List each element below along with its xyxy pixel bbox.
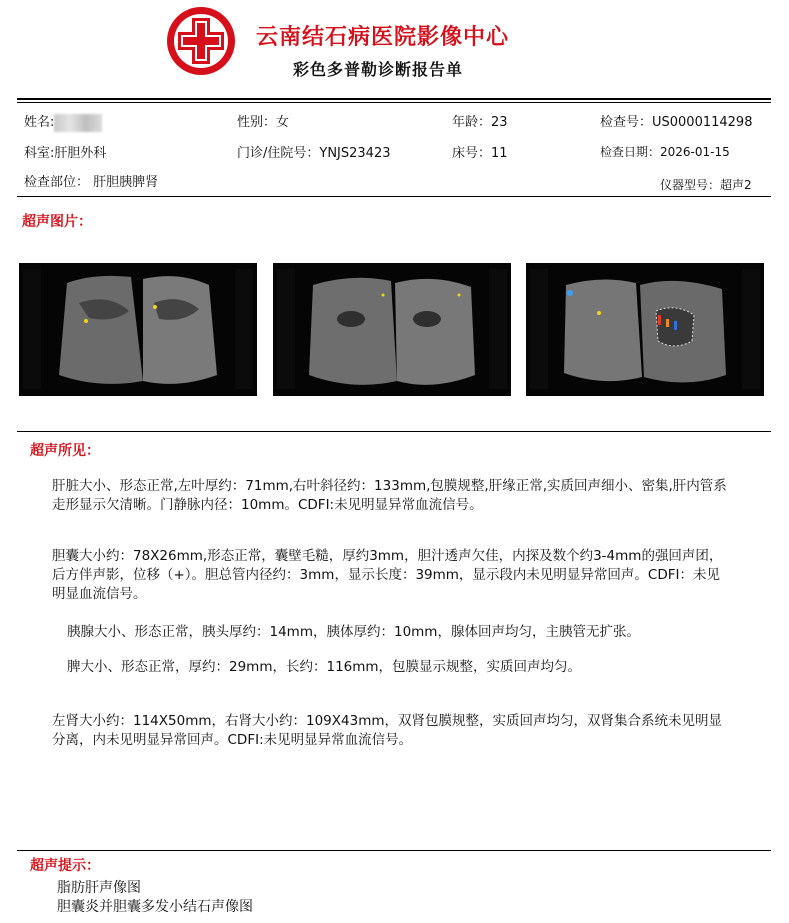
finding-liver: 肝脏大小、形态正常,左叶厚约：71mm,右叶斜径约：133mm,包膜规整,肝缘正常,实质回声细小、密集,肝内管系走形显示欠清晰。门静脉内径：10mm。CDFI:未见明显异常血流信号。 [52,478,727,513]
findings-section-title: 超声所见： [30,443,100,459]
ultrasound-image-2 [273,263,511,396]
report-title: 彩色多普勒诊断报告单 [293,60,464,79]
exam-date: 检查日期：2026-01-15 [600,145,730,159]
header-rule-top [17,98,771,100]
patient-age: 年龄：23 [452,115,508,130]
exam-number: 检查号：US0000114298 [600,115,753,130]
finding-spleen: 脾大小、形态正常，厚约：29mm，长约：116mm，包膜显示规整，实质回声均匀。 [67,659,582,675]
ultrasound-image-1 [19,263,257,396]
finding-gallbladder: 胆囊大小约：78X26mm,形态正常，囊壁毛糙，厚约3mm，胆汁透声欠佳，内探及数个约3-4mm的强回声团，后方伴声影，位移（+）。胆总管内径约：3mm，显示长度：39mm，显示段内未见明显异常回声。CDFI：未见明显血流信号。 [52,548,723,602]
hospital-name: 云南结石病医院影像中心 [256,24,510,50]
device-model: 仪器型号：超声2 [660,178,752,192]
header-rule-top-thin [17,102,771,103]
finding-pancreas: 胰腺大小、形态正常，胰头厚约：14mm，胰体厚约：10mm，腺体回声均匀，主胰管无扩张。 [67,624,640,640]
clinic-number: 门诊/住院号：YNJS23423 [237,146,391,161]
info-rule [17,196,771,197]
images-section-title: 超声图片： [22,214,92,230]
findings-rule [17,850,771,851]
images-rule [17,431,771,432]
conclusion-section-title: 超声提示： [30,858,100,874]
bed-number: 床号：11 [452,146,508,161]
department: 科室:肝胆外科 [24,146,107,161]
conclusion-line-2: 胆囊炎并胆囊多发小结石声像图 [57,899,253,915]
patient-name-masked [54,114,102,132]
conclusion-line-1: 脂肪肝声像图 [57,880,141,896]
exam-site: 检查部位： 肝胆胰脾肾 [24,175,159,190]
patient-gender: 性别：女 [237,115,290,130]
patient-name-field [24,111,102,132]
patient-name-label: 姓名: [24,115,55,130]
finding-kidney: 左肾大小约：114X50mm，右肾大小约：109X43mm，双肾包膜规整，实质回声均匀，双肾集合系统未见明显分离，内未见明显异常回声。CDFI:未见明显异常血流信号。 [52,713,722,748]
red-cross-logo-icon [164,4,238,78]
ultrasound-image-3 [526,263,764,396]
